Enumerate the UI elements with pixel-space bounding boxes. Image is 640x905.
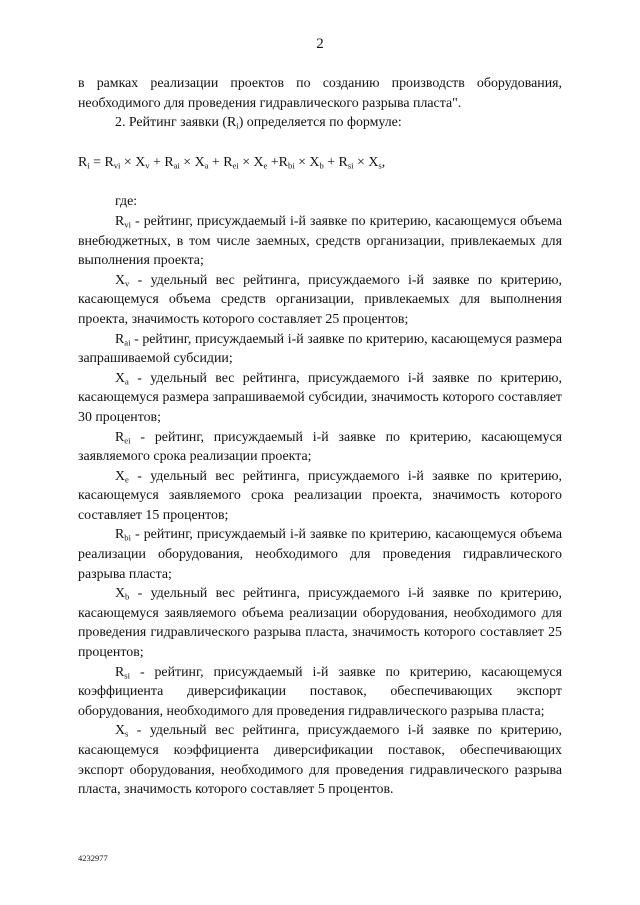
definition-symbol: R <box>115 664 125 680</box>
item-2-paragraph <box>78 113 562 133</box>
definition-subscript: bi <box>124 533 131 544</box>
formula-subscript: i <box>87 160 90 171</box>
formula-term: × X <box>120 154 146 170</box>
formula-term: + <box>149 154 165 170</box>
definition-text: - рейтинг, присуждаемый i-й заявке по критерию, касающемуся размера запрашиваемой субсидии; <box>78 331 562 367</box>
document-body <box>78 74 562 800</box>
formula-term: × X <box>353 154 379 170</box>
formula-subscript: bi <box>287 160 295 171</box>
formula-subscript: s <box>378 160 382 171</box>
formula-term: × X <box>179 154 205 170</box>
definition-text: - удельный вес рейтинга, присуждаемого i-й заявке по критерию, касающемуся заявляемого срока реализации проекта, значимость которого составляет 15 процентов; <box>78 468 562 523</box>
definition-subscript: v <box>125 278 130 289</box>
definition-symbol: R <box>115 429 125 445</box>
definition-text: - удельный вес рейтинга, присуждаемого i-й заявке по критерию, касающемуся заявляемого объема реализации оборудования, необходимого для проведения гидравлического разрыва пласта, значимость которого составляет 25 процентов; <box>78 586 562 661</box>
definition-item <box>78 663 562 722</box>
where-label: где: <box>115 194 138 210</box>
definition-item <box>78 428 562 467</box>
definition-item <box>78 271 562 330</box>
formula-subscript: b <box>319 160 324 171</box>
definition-subscript: ai <box>124 337 131 348</box>
item-2-subscript: i <box>236 120 239 131</box>
definition-symbol: X <box>115 468 126 484</box>
definition-subscript: ei <box>124 435 131 446</box>
item-2-text-after: ) определяется по формуле: <box>238 115 402 131</box>
formula-term: R <box>278 154 288 170</box>
formula-term: + <box>208 154 224 170</box>
rating-formula <box>78 153 562 173</box>
intro-paragraph: в рамках реализации проектов по созданию производств оборудования, необходимого для проведения гидравлического разрыва пласта". <box>78 76 562 111</box>
definition-symbol: R <box>115 213 125 229</box>
definition-item <box>78 369 562 428</box>
document-code: 4232977 <box>78 853 108 863</box>
definition-subscript: si <box>124 670 131 681</box>
formula-subscript: vi <box>113 160 121 171</box>
definition-subscript: b <box>125 591 130 602</box>
definition-symbol: R <box>115 331 125 347</box>
definition-item <box>78 212 562 271</box>
formula-subscript: ei <box>232 160 239 171</box>
formula-term: + <box>267 154 279 170</box>
definition-text: - удельный вес рейтинга, присуждаемого i-й заявке по критерию, касающемуся размера запрашиваемой субсидии, значимость которого составляет 30 процентов; <box>78 370 562 425</box>
definition-item <box>78 721 562 799</box>
formula-term: × X <box>238 154 264 170</box>
definition-item <box>78 525 562 584</box>
definition-symbol: R <box>115 527 125 543</box>
definition-symbol: X <box>115 586 126 602</box>
definition-symbol: X <box>115 272 126 288</box>
formula-subscript: a <box>204 160 209 171</box>
formula-term: + <box>323 154 339 170</box>
definition-text: - рейтинг, присуждаемый i-й заявке по критерию, касающемуся объема реализации оборудования, необходимого для проведения гидравлического разрыва пласта; <box>78 527 562 582</box>
definition-text: - удельный вес рейтинга, присуждаемого i-й заявке по критерию, касающемуся объема средств организации, привлекаемых для выполнения проекта, значимость которого составляет 25 процентов; <box>78 272 562 327</box>
formula-subscript: v <box>145 160 150 171</box>
formula-term: R <box>104 154 114 170</box>
item-2-text-before: 2. Рейтинг заявки (R <box>115 115 237 131</box>
definition-item <box>78 467 562 526</box>
definition-text: - рейтинг, присуждаемый i-й заявке по критерию, касающемуся заявляемого срока реализации проекта; <box>78 429 562 465</box>
formula-subscript: si <box>347 160 354 171</box>
page-number: 2 <box>316 36 324 52</box>
definition-subscript: vi <box>124 219 131 230</box>
definition-subscript: a <box>125 376 129 387</box>
formula-term: , <box>381 154 386 170</box>
formula-term: R <box>164 154 174 170</box>
formula-term: R <box>223 154 233 170</box>
definition-text: - удельный вес рейтинга, присуждаемого i-й заявке по критерию, касающемуся коэффициента диверсификации поставок, обеспечивающих экспорт оборудования, необходимого для проведения гидравлического разрыва пласта, значимость которого составляет 5 процентов. <box>78 723 562 798</box>
definition-text: - рейтинг, присуждаемый i-й заявке по критерию, касающемуся коэффициента диверсификации поставок, обеспечивающих экспорт оборудования, необходимого для проведения гидравлического разрыва пласта; <box>78 664 562 719</box>
definition-item <box>78 584 562 662</box>
formula-subscript: ai <box>173 160 180 171</box>
definition-text: - рейтинг, присуждаемый i-й заявке по критерию, касающемуся объема внебюджетных, в том числе заемных, средств организации, привлекаемых для выполнения проекта; <box>78 213 562 269</box>
definition-subscript: e <box>125 474 129 485</box>
definition-symbol: X <box>115 370 126 386</box>
definition-item <box>78 330 562 369</box>
formula-term: = <box>89 154 105 170</box>
definitions-list <box>78 212 562 800</box>
definition-symbol: X <box>115 723 126 739</box>
formula-term: × X <box>294 154 320 170</box>
formula-term: R <box>78 154 88 170</box>
formula-term: R <box>338 154 348 170</box>
formula-subscript: e <box>263 160 268 171</box>
definition-subscript: s <box>125 728 129 739</box>
